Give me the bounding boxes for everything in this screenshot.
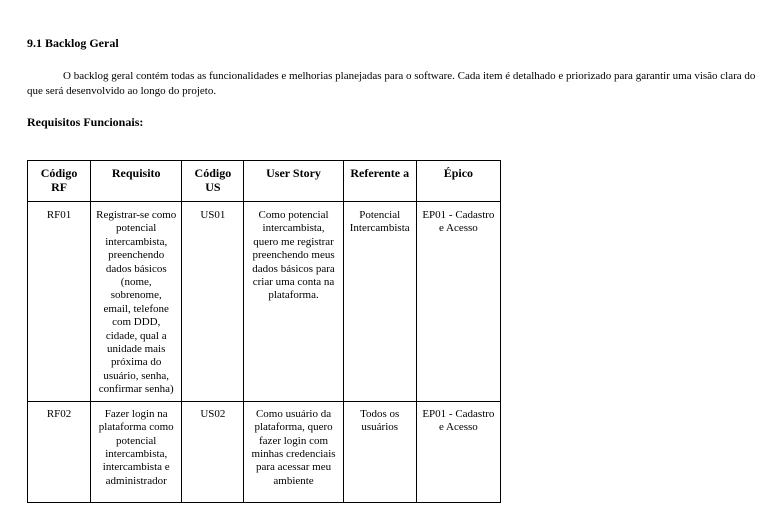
table-row xyxy=(28,401,501,502)
cell-requisito: Registrar-se como potencial intercambista, preenchendo dados básicos (nome, sobrenome, email, telefone com DDD, cidade, qual a unidade mais próxima do usuário, senha, confirmar senha) xyxy=(91,202,182,402)
cell-epico: EP01 - Cadastro e Acesso xyxy=(416,401,500,502)
header-requisito: Requisito xyxy=(91,161,182,202)
subsection-title: Requisitos Funcionais: xyxy=(27,115,144,129)
header-epico: Épico xyxy=(416,161,500,202)
cell-us-code: US02 xyxy=(182,401,244,502)
header-codigo-rf: Código RF xyxy=(28,161,91,202)
header-user-story: User Story xyxy=(244,161,343,202)
cell-referente: Potencial Intercambista xyxy=(343,202,416,402)
intro-paragraph: O backlog geral contém todas as funcionalidades e melhorias planejadas para o software. Cada item é detalhado e priorizado para garantir uma visão clara do que será desenvolvido ao longo do projeto. xyxy=(27,70,756,97)
cell-referente: Todos os usuários xyxy=(343,401,416,502)
cell-user-story: Como usuário da plataforma, quero fazer login com minhas credenciais para acessar meu ambiente xyxy=(244,401,343,502)
cell-rf-code: RF01 xyxy=(28,202,91,402)
section-title: 9.1 Backlog Geral xyxy=(27,36,119,50)
cell-rf-code: RF02 xyxy=(28,401,91,502)
cell-epico: EP01 - Cadastro e Acesso xyxy=(416,202,500,402)
cell-us-code: US01 xyxy=(182,202,244,402)
table-row xyxy=(28,202,501,402)
backlog-table xyxy=(27,160,501,503)
cell-user-story: Como potencial intercambista, quero me registrar preenchendo meus dados básicos para criar uma conta na plataforma. xyxy=(244,202,343,402)
table-header-row xyxy=(28,161,501,202)
header-referente-a: Referente a xyxy=(343,161,416,202)
cell-requisito: Fazer login na plataforma como potencial intercambista, intercambista e administrador xyxy=(91,401,182,502)
header-codigo-us: Código US xyxy=(182,161,244,202)
